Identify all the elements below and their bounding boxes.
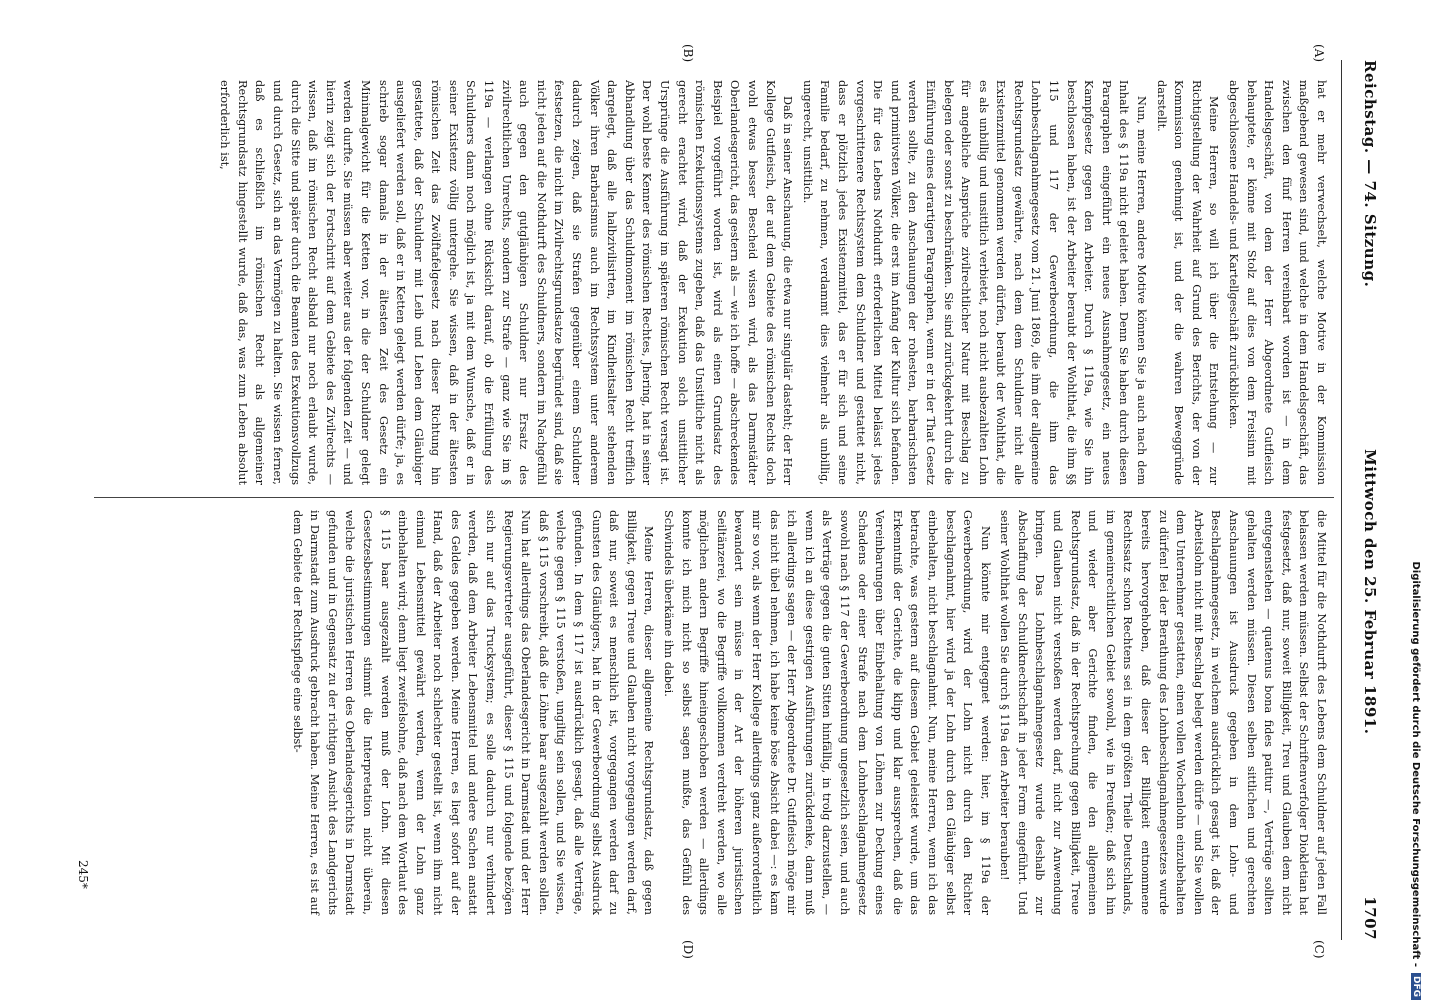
- margin-mark-d: (D): [681, 940, 695, 959]
- paragraph: die Mittel für die Nothdurft des Lebens dem Schuldner auf jeden Fall belassen werden müssen. Selbst der Schriftenverfolger Diokletian hat festgesetzt, daß nur, soweit Billigkeit, Treu und Glauben dem nicht entgegenstehen — quatenus bona fides patitur —, Verträge sollten gehalten werden müssen. Diesen selben sittlichen und gerechten Anschauungen ist Ausdruck gegeben in dem Lohn- und Beschlagnahmegesetz, in welchem ausdrücklich gesagt ist, daß der Arbeitslohn nicht mit Beschlag belegt werden dürfe — und Sie wollen dem Unternehmer gestatten, einen vollen Wochenlohn einzubehalten zu dürfen! Bei der Berathung des Lohnbeschlagnahmegesetzes wurde bereits hervorgehoben, daß dieser der Billigkeit entnommene Rechtssatz schon Rechtens sei in dem größten Theile Deutschlands, im gemeinrechtlichen Gebiet sowohl, wie in Preußen; daß sich hin und wieder aber Gerichte finden, die den allgemeinen Rechtsgrundsatz, daß in der Rechtsprechung gegen Billigkeit, Treue und Glauben nicht verstoßen werden darf, nicht zur Anwendung bringen. Das Lohnbeschlagnahmegesetz wurde deshalb zur Abschaffung der Schuldknechtschaft in jeder Form eingeführt. Und seiner Wohlthat wollen Sie durch § 119a den Arbeiter berauben!: [998, 510, 1328, 915]
- dfg-logo: DFG: [1411, 973, 1421, 1000]
- signature-mark: 245*: [76, 860, 90, 889]
- text-column-left: [214, 80, 1330, 485]
- header-date: Mittwoch den 25. Februar 1891.: [1361, 449, 1379, 735]
- page-number: 1707: [1361, 896, 1379, 940]
- margin-mark-b: (B): [681, 44, 695, 63]
- header-session: Reichstag. — 74. Sitzung.: [1361, 60, 1379, 288]
- paragraph: Daß in seiner Anschauung, die etwa nur singulär dasteht; der Herr Kollege Gutfleisch, der auf dem Gebiete des römischen Rechts doch wohl etwas besser Bescheid wissen wird, als das Darmstädter Oberlandesgericht, das gestern als — wie ich hoffe — abschreckendes Beispiel vorgeführt worden ist, wird als einen Grundsatz des römischen Exekutionssystems zugeben, daß das Unsittliche nicht als gerecht erachtet wird, daß der Exekution solch unsittlicher Ursprünge die Ausführung im späteren römischen Recht versagt ist. Der wohl beste Kenner des römischen Rechtes, Jhering, hat in seiner Abhandlung über das Schuldmoment im römischen Recht trefflich dargelegt, daß alle halbzivilisirten, im Kindheitsalter stehenden Völker ihren Barbarismus auch im Rechtssystem unter anderem dadurch zeigen, daß sie Strafen gegenüber einem Schuldner festsetzen, die nicht im Zivilrechtsgrundsatze begründet sind, daß sie nicht jeden auf die Nothdurft des Schuldners, sondern im Nachgefühl auch gegen den gutgläubigen Schuldner nur Ersatz des zivilrechtlichen Unrechts, sondern zur Strafe — ganz wie Sie im § 119a — verlangen ohne Rücksicht darauf, ob die Erfüllung des Schuldners dann noch möglich ist, ja mit dem Wunsche, daß er in seiner Existenz völlig untergehe. Sie wissen, daß in der ältesten römischen Zeit das Zwölftafelgesetz nach dieser Richtung hin gestattete, daß der Schuldner mit Leib und Leben dem Gläubiger ausgeliefert werden soll, daß er in Ketten gelegt werden dürfe; ja, es schrieb sogar damals in der ältesten Zeit des Gesetz ein Minimalgewicht für die Ketten vor, in die der Schuldner gelegt werden durfte. Sie müssen aber weiter aus der folgenden Zeit — und hierin zeigt sich der Fortschritt auf dem Gebiete des Zivilrechts — wissen, daß im römischen Recht alsbald nur noch erlaubt wurde, durch die Sitte und später durch die Beamten des Exekutionsvollzugs und durch Gesetz, sich an das Vermögen zu halten. Sie wissen ferner, daß es schließlich im römischen Recht als allgemeiner Rechtsgrundsatz hingestellt wurde, daß das, was zum Leben absolut erforderlich ist,: [218, 80, 795, 485]
- paragraph: Meine Herren, dieser allgemeine Rechtsgrundsatz, daß gegen Billigkeit, gegen Treue und Glauben nicht vorgegangen werden darf, daß nur, soweit es menschlich ist, vorgegangen werden darf zu Gunsten des Gläubigers, hat in der Gewerbeordnung selbst Ausdruck gefunden. In dem § 117 ist ausdrücklich gesagt, daß alle Verträge, welche gegen § 115 verstoßen, ungiltig sein sollen, und Sie wissen, daß § 115 vorschreibt, daß die Löhne baar ausgezahlt werden sollen. Nun hat allerdings das Oberlandesgericht in Darmstadt und der Herr Regierungsvertreter ausgeführt, dieser § 115 und folgende bezögen sich nur auf das Trucksystem; es solle dadurch nur verhindert werden, daß dem Arbeiter Lebensmittel und andere Sachen anstatt des Geldes gegeben werden. Meine Herren, es liegt sofort auf der Hand, daß der Arbeiter noch schlechter gestellt ist, wenn ihm nicht einmal Lebensmittel gewährt werden, wenn der Lohn ganz einbehalten wird; denn liegt zweifelsohne, daß nach dem Wortlaut des § 115 baar ausgezahlt werden muß der Lohn. Mit diesen Gesetzesbestimmungen stimmt die Interpretation nicht überein, welche die juristischen Herren des Oberlandesgerichts in Darmstadt gefunden und in Gegensatz zu der richtigen Ansicht des Landgerichts in Darmstadt zum Ausdruck gebracht haben. Meine Herren, es ist auf dem Gebiete der Rechtspflege eine selbst-: [290, 510, 656, 915]
- page-header: [1340, 60, 1400, 940]
- margin-mark-c: (C): [1312, 940, 1326, 959]
- margin-mark-a: (A): [1312, 44, 1326, 63]
- dfg-notice: Digitalisierung gefördert durch die Deutsche Forschungsgemeinschaft -: [1410, 561, 1422, 967]
- paragraph: hat er mehr verwechselt, welche Motive in der Kommission maßgebend gewesen sind, und welche in dem Handelsgeschäft, das zwischen den fünf Herren vereinbart worden ist — in dem Handelsgeschäft, von dem der Herr Abgeordnete Gutfleisch behauptete, er könne mit Stolz auf dies von dem Freisinn mit abgeschlossene Handels- und Kartellgeschäft zurückblicken.: [1227, 80, 1328, 485]
- dfg-sidebar: [1406, 0, 1426, 1000]
- paragraph: Meine Herren, so will ich über die Entstehung — zur Richtigstellung der Wahrheit auf Grund des Berichts, der von der Kommission genehmigt ist, und der die wahren Beweggründe darstellt.: [1154, 80, 1221, 485]
- column-divider: [94, 497, 1334, 498]
- paragraph: Nun, meine Herren, andere Motive können Sie ja auch nach dem Inhalt des § 119a nicht geleitet haben. Denn Sie haben durch diesen Paragraphen eingeführt ein neues Ausnahmegesetz, ein neues Kampfgesetz gegen den Arbeiter. Durch § 119a, wie Sie ihn beschlossen haben, ist der Arbeiter beraubt der Wohlthat, die ihm §§ 115 und 117 der Gewerbeordnung, die ihm das Lohnbeschlagnahmegesetz vom 21. Juni 1869, die ihm der allgemeine Rechtsgrundsatz gewährte, nach dem dem Schuldner nicht alle Existenzmittel genommen werden dürfen, beraubt der Wohlthat, die es als unbillig und unsittlich verbietet, noch nicht ausbezahlten Lohn für angebliche Ansprüche zivilrechtlicher Natur mit Beschlag zu belegen oder sonst zu beschränken. Sie sind zurückgekehrt durch die Einführung eines derartigen Paragraphen, wenn er in der That Gesetz werden sollte, zu den Anschauungen der rohesten, barbarischsten und primitivsten Völker, die erst im Anfang der Kultur sich befanden. Die für des Lebens Nothdurft erforderlichen Mittel belässt jedes vorgeschrittenere Rechtssystem dem Schuldner und gestattet nicht, dass er plötzlich jedes Existenzmittel, das er für sich und seine Familie bedarf, zu nehmen, verdammt dies vielmehr als unbillig, ungerecht, unsittlich.: [800, 80, 1149, 485]
- paragraph: Nun könnte mir entgegnet werden: hier, im § 119a der Gewerbeordnung, wird der Lohn nicht durch den Richter beschlagnahmt, hier wird ja der Lohn durch den Gläubiger selbst einbehalten, nicht beschlagnahmt. Nun, meine Herren, wenn ich das betrachte, was gestern auf diesem Gebiet geleistet wurde, um das Erkenntniß der Gerichte, die klipp und klar aussprechen, daß die Vereinbarungen über Einbehaltung von Löhnen zur Deckung eines Schadens oder einer Strafe nach dem Lohnbeschlagnahmegesetz sowohl nach § 117 der Gewerbeordnung ungesetzlich seien, und auch als Verträge gegen die guten Sitten hinfällig, in trolg darzustellen, — wenn ich an diese gestrigen Ausführungen zurückdenke, dann muß ich allerdings sagen — der Herr Abgeordnete Dr. Gutfleisch möge mir das nicht übel nehmen, ich habe keine böse Absicht dabei —: es kam mir so vor, als wenn der Herr Kollege allerdings ganz außerordentlich bewandert sein müsse in der Art der höheren juristischen Seiltänzerei, wo die Begriffe vollkommen verdreht werden, wo alle möglichen andern Begriffe hineingeschoben werden — allerdings konnte ich mich nicht so selbst sagen mußte, das Gefühl des Schwindels überkäme ihn dabei.: [662, 510, 992, 915]
- text-column-right: [286, 510, 1330, 915]
- header-rule: [1341, 60, 1342, 940]
